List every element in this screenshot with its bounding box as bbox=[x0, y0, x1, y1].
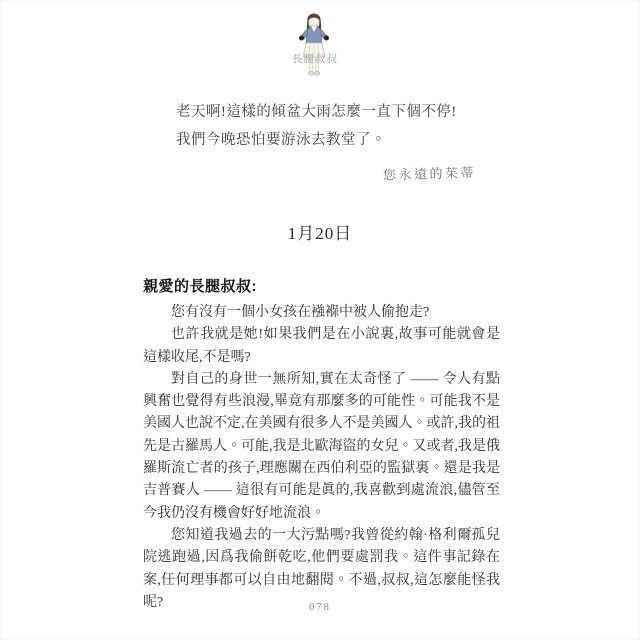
letter-signature: 您永遠的茱蒂 bbox=[382, 165, 477, 183]
quote-line: 老天啊!這樣的傾盆大雨怎麼一直下個不停! bbox=[176, 104, 457, 120]
quote-line: 我們今晚恐怕要游泳去教堂了。 bbox=[176, 132, 386, 148]
letter-salutation: 親愛的長腿叔叔: bbox=[143, 278, 257, 295]
girl-illustration bbox=[298, 12, 330, 78]
letter-paragraph: 您有沒有一個小女孩在襁褓中被人偷抱走? bbox=[171, 305, 430, 320]
letter-paragraph: 您知道我過去的一大污點嗎?我曾從約翰·格利爾孤兒院逃跑過,因爲我偷餅乾吃,他們要處罰我。這件事記錄在案,任何理事都可以自由地翻閱。不過,叔叔,這怎麼能怪我呢? bbox=[143, 527, 500, 610]
previous-letter-ending bbox=[176, 98, 496, 154]
letter-paragraph: 對自己的身世一無所知,實在太奇怪了 —— 令人有點興奮也覺得有些浪漫,畢竟有那麼多的可能性。可能我不是美國人也說不定,在美國有很多人不是美國人。或許,我的祖先是古羅馬人。可能,我是北歐海盜的女兒。又或者,我是俄羅斯流亡者的孩子,理應關在西伯利亞的監獄裏。還是我是吉普賽人 —— 這很有可能是眞的,我喜歡到處流浪,儘管至今我仍沒有機會好好地流浪。 bbox=[143, 371, 500, 521]
letter-date: 1月20日 bbox=[287, 224, 353, 243]
page-number: 078 bbox=[309, 602, 331, 613]
letter-paragraph: 也許我就是她!如果我們是在小說裏,故事可能就會是這樣收尾,不是嗎? bbox=[143, 327, 500, 365]
girl-sketch-icon bbox=[298, 12, 330, 78]
book-logo-title: 長腿叔叔 bbox=[292, 54, 338, 65]
letter-body bbox=[143, 302, 500, 614]
